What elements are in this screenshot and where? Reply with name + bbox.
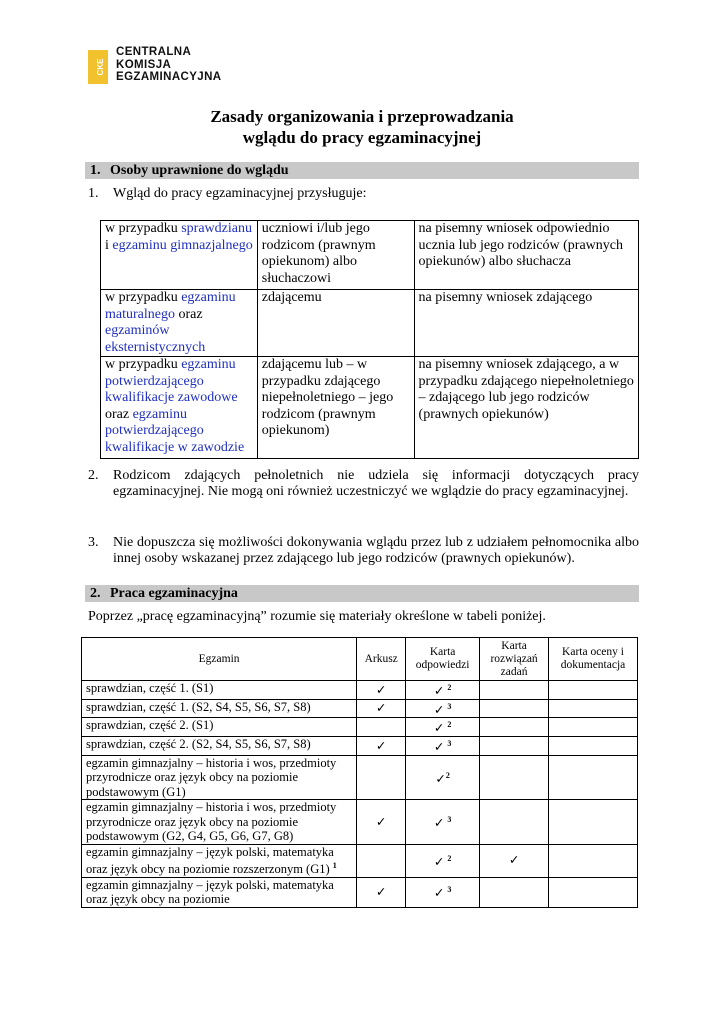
access-exam-cell [101, 290, 258, 357]
grade-cell [549, 844, 638, 877]
check-icon: ✓ [433, 684, 445, 699]
sheet-cell [357, 736, 406, 755]
section-2-header [85, 585, 639, 602]
header-grade-card: Karta oceny i dokumentacja [549, 638, 638, 681]
footnote-ref: 2 [447, 720, 452, 730]
paragraph-4-text: Poprzez „pracę egzaminacyjną” rozumie się materiały określone w tabeli poniżej. [88, 609, 546, 624]
check-icon: ✓ [375, 738, 387, 753]
answer-cell [406, 718, 480, 737]
exam-cell: egzamin gimnazjalny – język polski, matematyka oraz język obcy na poziomie [82, 877, 357, 907]
exam-name: egzaminów eksternistycznych [105, 323, 206, 355]
page-title-line-1: Zasady organizowania i przeprowadzania [210, 107, 514, 126]
section-1-title: Osoby uprawnione do wglądu [110, 163, 289, 178]
table-row [82, 736, 638, 755]
solution-cell [480, 699, 549, 718]
check-icon: ✓ [433, 721, 445, 736]
table-row [82, 800, 638, 845]
text: i [105, 237, 113, 253]
exam-cell: egzamin gimnazjalny – historia i wos, przedmioty przyrodnicze oraz język obcy na poziomie podstawowym (G1) [82, 755, 357, 800]
logo-line-2: KOMISJA [116, 58, 172, 71]
text: oraz [105, 406, 133, 422]
access-exam-cell [101, 221, 258, 290]
solution-cell [480, 877, 549, 907]
check-icon: ✓ [433, 886, 445, 901]
page-title [0, 106, 724, 148]
grade-cell [549, 877, 638, 907]
table-row [82, 699, 638, 718]
logo-line-1: CENTRALNA [116, 46, 192, 58]
section-1-header [85, 162, 639, 179]
section-1-number: 1. [90, 163, 101, 178]
logo-line-3: EGZAMINACYJNA [116, 71, 222, 83]
exam-text: egzamin gimnazjalny – język polski, matematyka oraz język obcy na poziomie rozszerzonym (G1) [86, 844, 334, 877]
sheet-cell [357, 844, 406, 877]
exam-materials-table [81, 637, 638, 908]
text: w przypadku [105, 290, 182, 305]
sheet-cell [357, 681, 406, 700]
access-row [101, 357, 639, 459]
logo-text [116, 46, 222, 84]
grade-cell [549, 681, 638, 700]
section-2-title: Praca egzaminacyjna [110, 586, 238, 601]
access-how-cell: na pisemny wniosek odpowiednio ucznia lub jego rodziców (prawnych opiekunów) albo słuchacza [414, 221, 638, 290]
check-icon: ✓ [433, 855, 445, 870]
solution-cell [480, 681, 549, 700]
footnote-ref: 3 [447, 701, 452, 711]
grade-cell [549, 736, 638, 755]
access-who-cell: zdającemu lub – w przypadku zdającego niepełnoletniego – jego rodzicom (prawnym opiekunom) [257, 357, 414, 459]
answer-cell [406, 800, 480, 845]
check-icon: ✓ [433, 816, 445, 831]
paragraph-1-text: Wgląd do pracy egzaminacyjnej przysługuje: [113, 186, 367, 201]
solution-cell [480, 718, 549, 737]
check-icon: ✓ [433, 702, 445, 717]
check-icon: ✓ [508, 853, 520, 868]
sheet-cell [357, 877, 406, 907]
paragraph-3-text: Nie dopuszcza się możliwości dokonywania wglądu przez lub z udziałem pełnomocnika albo innej osoby wskazanej przez zdającego lub jego rodziców (prawnych opiekunów). [113, 535, 639, 566]
access-row [101, 221, 639, 290]
grade-cell [549, 800, 638, 845]
exam-cell [82, 844, 357, 877]
cke-logo-mark [88, 50, 108, 84]
exam-cell: sprawdzian, część 2. (S1) [82, 718, 357, 737]
paragraph-2-number: 2. [88, 468, 99, 483]
table-row [82, 681, 638, 700]
sheet-cell [357, 800, 406, 845]
footnote-ref: 2 [447, 853, 452, 863]
access-row [101, 290, 639, 357]
check-icon: ✓ [375, 885, 387, 900]
exam-cell: sprawdzian, część 1. (S2, S4, S5, S6, S7, S8) [82, 699, 357, 718]
exam-name: egzaminu potwierdzającego kwalifikacje w zawodzie [105, 406, 245, 455]
check-icon: ✓ [375, 682, 387, 697]
check-icon: ✓ [375, 814, 387, 829]
sheet-cell [357, 699, 406, 718]
access-how-cell: na pisemny wniosek zdającego [414, 290, 638, 357]
access-exam-cell [101, 357, 258, 459]
table-header-row [82, 638, 638, 681]
access-who-cell: uczniowi i/lub jego rodzicom (prawnym opiekunom) albo słuchaczowi [257, 221, 414, 290]
check-icon: ✓ [435, 771, 446, 786]
table-row [82, 877, 638, 907]
header-solution-card: Karta rozwiązań zadań [480, 638, 549, 681]
check-icon: ✓ [375, 701, 387, 716]
exam-cell: egzamin gimnazjalny – historia i wos, przedmioty przyrodnicze oraz język obcy na poziomie podstawowym (G2, G4, G5, G6, G7, G8) [82, 800, 357, 845]
footnote-ref: 3 [447, 815, 452, 825]
solution-cell [480, 736, 549, 755]
header-exam: Egzamin [82, 638, 357, 681]
answer-cell [406, 699, 480, 718]
exam-cell: sprawdzian, część 1. (S1) [82, 681, 357, 700]
header-sheet: Arkusz [357, 638, 406, 681]
grade-cell [549, 718, 638, 737]
page-title-line-2: wglądu do pracy egzaminacyjnej [242, 128, 482, 147]
paragraph-4 [88, 609, 639, 625]
sheet-cell [357, 718, 406, 737]
grade-cell [549, 755, 638, 800]
footnote-ref: 1 [332, 861, 337, 871]
solution-cell [480, 800, 549, 845]
sheet-cell [357, 755, 406, 800]
exam-name: egzaminu maturalnego [105, 290, 236, 322]
text: w przypadku [105, 221, 182, 236]
section-2-number: 2. [90, 586, 101, 601]
grade-cell [549, 699, 638, 718]
table-row [82, 844, 638, 877]
table-row [82, 718, 638, 737]
access-how-cell: na pisemny wniosek zdającego, a w przypadku zdającego niepełnoletniego – zdającego lub jego rodziców (prawnych opiekunów) [414, 357, 638, 459]
svg-text:CKE: CKE [96, 58, 105, 76]
footnote-ref: 2 [447, 683, 452, 692]
text: oraz [174, 306, 203, 322]
exam-name: egzaminu potwierdzającego kwalifikacje zawodowe [105, 357, 238, 405]
access-who-cell: zdającemu [257, 290, 414, 357]
answer-cell [406, 877, 480, 907]
paragraph-1-number: 1. [88, 186, 99, 201]
exam-cell: sprawdzian, część 2. (S2, S4, S5, S6, S7, S8) [82, 736, 357, 755]
solution-cell [480, 844, 549, 877]
access-table [100, 220, 639, 459]
header-answer-card: Karta odpowiedzi [406, 638, 480, 681]
exam-name: sprawdzianu [181, 221, 252, 236]
answer-cell [406, 844, 480, 877]
table-row [82, 755, 638, 800]
exam-name: egzaminu gimnazjalnego [112, 237, 253, 253]
footnote-ref: 2 [445, 770, 450, 780]
footnote-ref: 3 [447, 738, 452, 748]
answer-cell [406, 681, 480, 700]
check-icon: ✓ [433, 740, 445, 755]
paragraph-2-text: Rodzicom zdających pełnoletnich nie udziela się informacji dotyczących pracy egzaminacyjnej. Nie mogą oni również uczestniczyć we wglądzie do pracy egzaminacyjnej. [113, 468, 639, 499]
answer-cell [406, 755, 480, 800]
solution-cell [480, 755, 549, 800]
footnote-ref: 3 [447, 885, 452, 895]
paragraph-3-number: 3. [88, 535, 99, 550]
text: w przypadku [105, 357, 182, 372]
answer-cell [406, 736, 480, 755]
